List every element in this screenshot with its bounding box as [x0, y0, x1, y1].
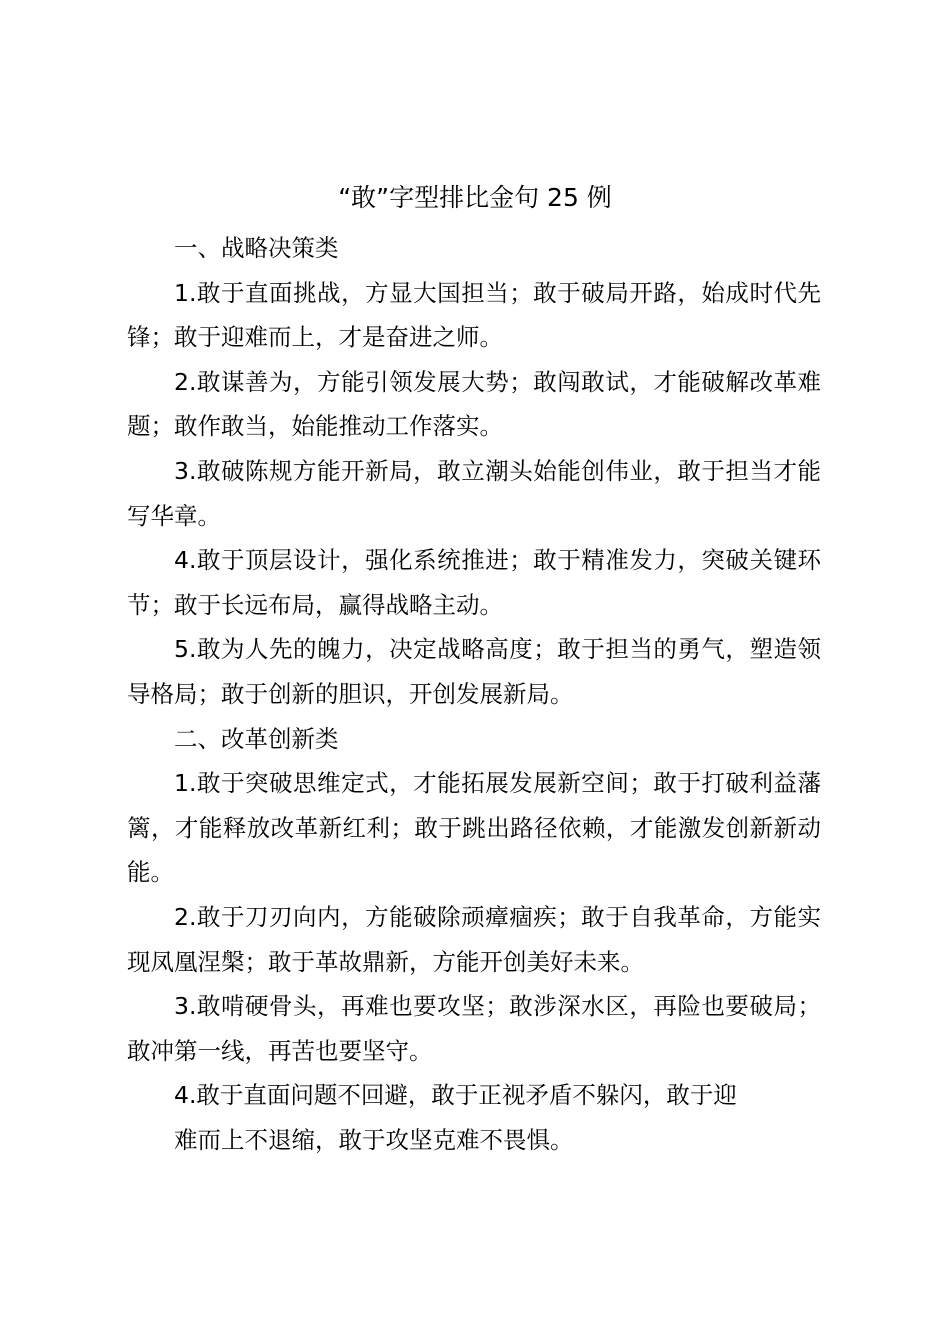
paragraph-strategy-5: 5.敢为人先的魄力，决定战略高度；敢于担当的勇气，塑造领导格局；敢于创新的胆识，开创发展新局。: [127, 635, 821, 708]
paragraph-strategy-3: 3.敢破陈规方能开新局，敢立潮头始能创伟业，敢于担当才能写华章。: [127, 456, 821, 530]
paragraph-reform-4: 4.敢于直面问题不回避，敢于正视矛盾不躲闪，敢于迎: [174, 1081, 737, 1110]
paragraph-strategy-4: 4.敢于顶层设计，强化系统推进；敢于精准发力，突破关键环节；敢于长远布局，赢得战略主动。: [127, 546, 821, 619]
document-title: “敢”字型排比金句 25 例: [338, 183, 612, 212]
paragraph-reform-4-continuation: 难而上不退缩，敢于攻坚克难不畏惧。: [174, 1125, 574, 1154]
section-heading-strategy: 一、战略决策类: [174, 234, 339, 262]
paragraph-strategy-1: 1.敢于直面挑战，方显大国担当；敢于破局开路，始成时代先锋；敢于迎难而上，才是奋进之师。: [127, 278, 821, 352]
paragraph-reform-2: 2.敢于刀刃向内，方能破除顽瘴痼疾；敢于自我革命，方能实现凤凰涅槃；敢于革故鼎新，方能开创美好未来。: [127, 902, 821, 976]
paragraph-strategy-2: 2.敢谋善为，方能引领发展大势；敢闯敢试，才能破解改革难题；敢作敢当，始能推动工作落实。: [127, 367, 821, 441]
paragraph-reform-3: 3.敢啃硬骨头，再难也要攻坚；敢涉深水区，再险也要破局；敢冲第一线，再苦也要坚守。: [127, 992, 821, 1065]
paragraph-reform-1: 1.敢于突破思维定式，才能拓展发展新空间；敢于打破利益藩篱，才能释放改革新红利；敢于跳出路径依赖，才能激发创新新动能。: [127, 769, 821, 887]
section-heading-reform: 二、改革创新类: [174, 724, 339, 753]
document-body: [127, 226, 821, 1162]
